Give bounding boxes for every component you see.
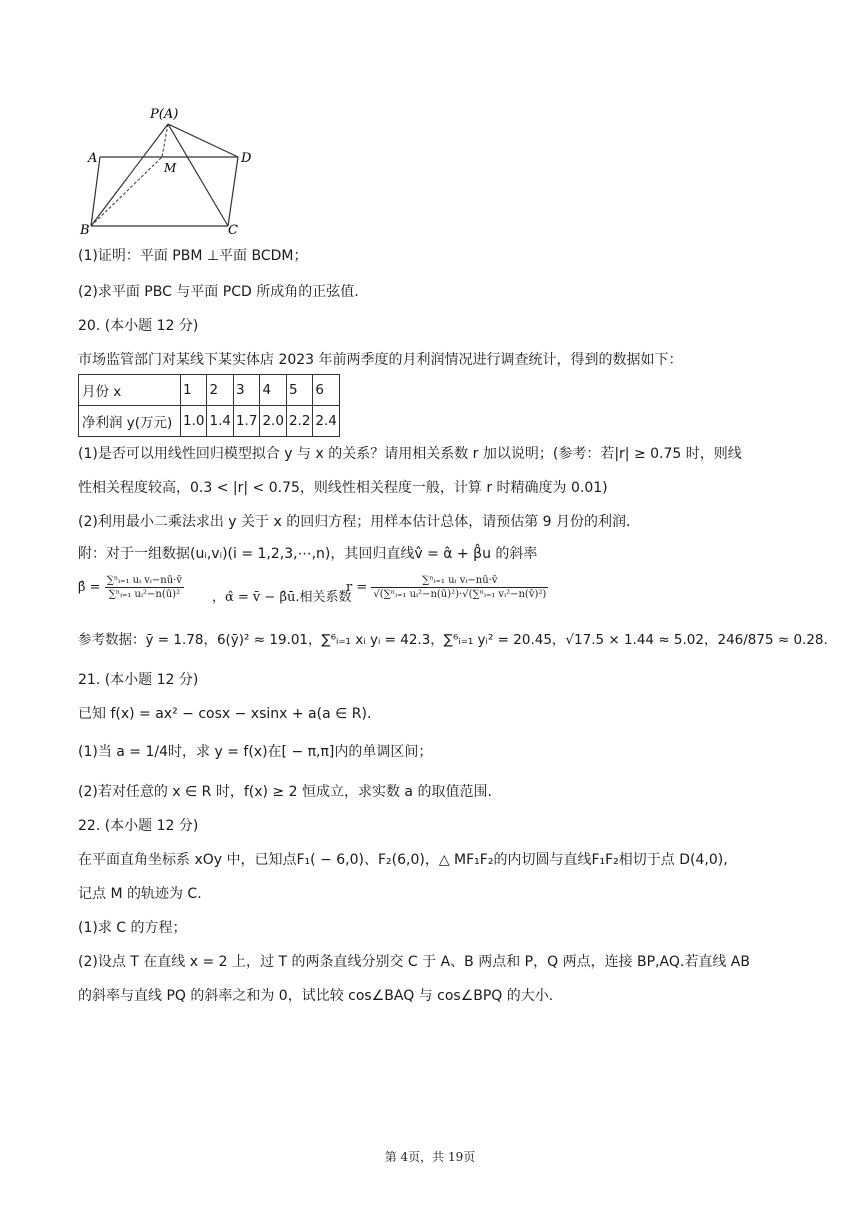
table-cell: 1.7 — [233, 406, 259, 437]
q21-part2: (2)若对任意的 x ∈ R 时，f(x) ≥ 2 恒成立，求实数 a 的取值范围. — [78, 784, 492, 800]
q20-part2: (2)利用最小二乘法求出 y 关于 x 的回归方程；用样本估计总体，请预估第 9 月份的利润. — [78, 514, 631, 530]
table-cell: 2.4 — [313, 406, 339, 437]
table-header-month: 月份 x — [79, 375, 181, 406]
alpha-formula: ，α̂ = v̄ − β̂ū.相关系数 — [212, 590, 352, 605]
table-row — [79, 375, 340, 406]
q20-part1-line2: 性相关程度较高，0.3 < |r| < 0.75，则线性相关程度一般，计算 r 时精确度为 0.01) — [78, 480, 608, 496]
label-M: M — [164, 161, 177, 175]
q22-header: 22. (本小题 12 分) — [78, 818, 199, 834]
q21-header: 21. (本小题 12 分) — [78, 672, 199, 688]
geometry-figure — [78, 100, 268, 240]
r-fraction — [371, 574, 548, 601]
beta-lhs: β̂ = — [78, 580, 101, 595]
q22-part2-line2: 的斜率与直线 PQ 的斜率之和为 0，试比较 cos∠BAQ 与 cos∠BPQ 的大小. — [78, 988, 554, 1004]
r-lhs: r = — [346, 580, 368, 595]
edge-DC — [228, 157, 238, 226]
q20-appendix: 附：对于一组数据(uᵢ,vᵢ)(i = 1,2,3,⋯,n)，其回归直线v̂ = α̂ + β̂u 的斜率 — [78, 546, 538, 562]
r-denominator: √(∑ⁿᵢ₌₁ uᵢ²−n(ū)²)·√(∑ⁿᵢ₌₁ vᵢ²−n(v̄)²) — [373, 589, 547, 600]
table-cell: 2.2 — [286, 406, 312, 437]
q22-part1: (1)求 C 的方程； — [78, 920, 187, 936]
label-B: B — [80, 223, 90, 238]
q20-part1-line1: (1)是否可以用线性回归模型拟合 y 与 x 的关系？请用相关系数 r 加以说明；(参考：若|r| ≥ 0.75 时，则线 — [78, 446, 742, 462]
r-numerator: ∑ⁿᵢ₌₁ uᵢ vᵢ−nū·v̄ — [371, 574, 548, 588]
q20-reference-data: 参考数据：ȳ = 1.78，6(ȳ)² ≈ 19.01，∑⁶ᵢ₌₁ xᵢ yᵢ = 42.3，∑⁶ᵢ₌₁ yᵢ² = 20.45，√17.5 × 1.44 ≈ 5.02，246/875 ≈ 0.28. — [78, 632, 828, 648]
beta-numerator: ∑ⁿᵢ₌₁ uᵢ vᵢ−nū·v̄ — [106, 575, 183, 586]
table-cell: 2.0 — [260, 406, 286, 437]
edge-BM — [91, 157, 162, 226]
table-header-profit: 净利润 y(万元) — [79, 406, 181, 437]
page-footer: 第 4页，共 19页 — [384, 1150, 476, 1164]
q20-intro: 市场监管部门对某线下某实体店 2023 年前两季度的月利润情况进行调查统计，得到的数据如下： — [78, 352, 683, 368]
q21-given: 已知 f(x) = ax² − cosx − xsinx + a(a ∈ R). — [78, 706, 372, 722]
table-cell: 6 — [313, 375, 339, 406]
table-cell: 1.4 — [207, 406, 233, 437]
q22-line2: 记点 M 的轨迹为 C. — [78, 886, 202, 902]
q21-part1: (1)当 a = 1/4时，求 y = f(x)在[ − π,π]内的单调区间； — [78, 744, 433, 760]
edge-PB — [91, 124, 168, 226]
label-A: A — [88, 151, 98, 166]
r-formula — [346, 574, 548, 601]
label-D: D — [241, 151, 252, 166]
table-cell: 1.0 — [181, 406, 207, 437]
table-cell: 1 — [181, 375, 207, 406]
table-cell: 4 — [260, 375, 286, 406]
edge-PC — [168, 124, 228, 226]
q19-part2: (2)求平面 PBC 与平面 PCD 所成角的正弦值. — [78, 284, 359, 300]
q22-part2-line1: (2)设点 T 在直线 x = 2 上，过 T 的两条直线分别交 C 于 A、B 两点和 P，Q 两点，连接 BP,AQ.若直线 AB — [78, 954, 750, 970]
q22-line1: 在平面直角坐标系 xOy 中，已知点F₁( − 6,0)、F₂(6,0)，△ MF₁F₂的内切圆与直线F₁F₂相切于点 D(4,0), — [78, 852, 728, 868]
beta-fraction — [105, 574, 184, 601]
table-cell: 2 — [207, 375, 233, 406]
q20-header: 20. (本小题 12 分) — [78, 318, 199, 334]
beta-formula — [78, 574, 184, 601]
label-PA: P(A) — [150, 107, 179, 122]
q19-part1: (1)证明：平面 PBM ⊥平面 BCDM； — [78, 248, 308, 264]
table-row — [79, 406, 340, 437]
label-C: C — [228, 223, 238, 238]
table-cell: 3 — [233, 375, 259, 406]
edge-PD — [168, 124, 238, 157]
beta-denominator: ∑ⁿᵢ₌₁ uᵢ²−n(ū)² — [108, 589, 181, 600]
profit-table — [78, 374, 340, 437]
table-cell: 5 — [286, 375, 312, 406]
